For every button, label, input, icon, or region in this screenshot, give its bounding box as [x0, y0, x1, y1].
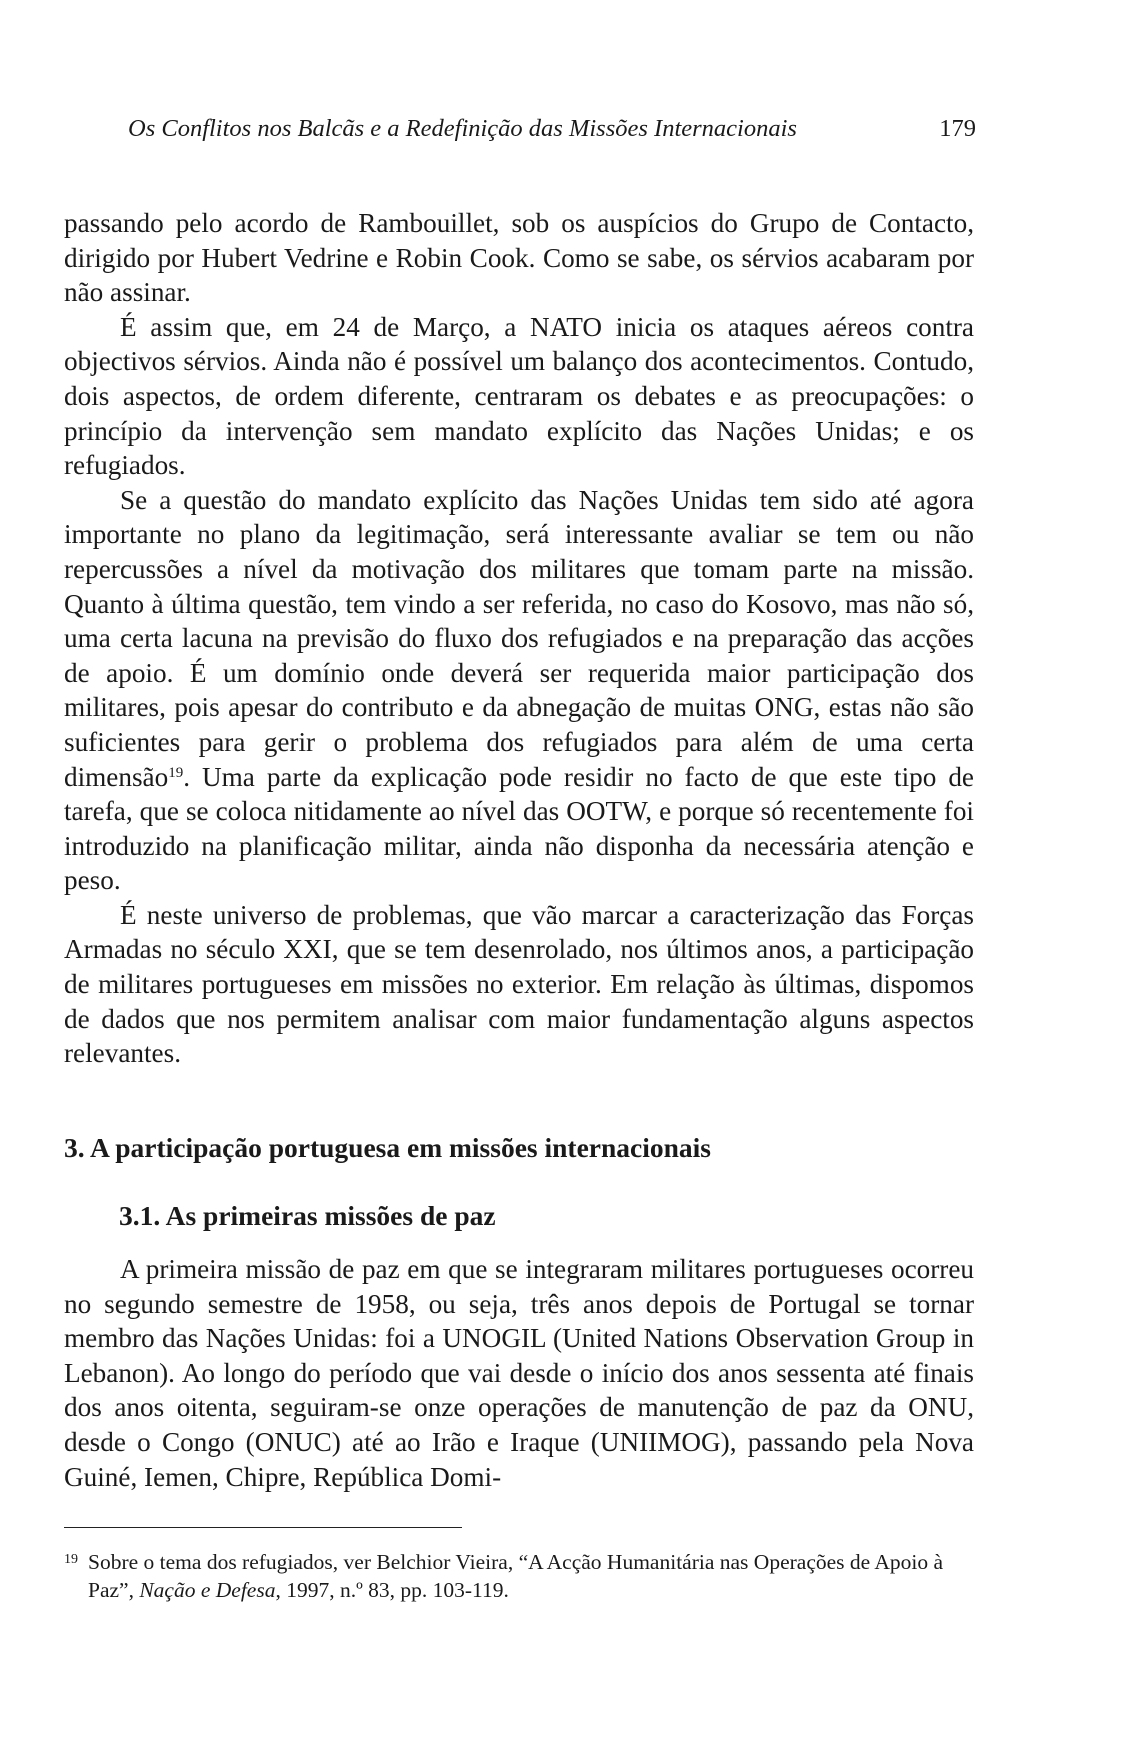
footnote: [64, 1546, 974, 1604]
footnote-number: 19: [64, 1552, 78, 1567]
paragraph: [64, 483, 974, 898]
footnote-journal-title: Nação e Defesa: [139, 1577, 276, 1602]
page-number: 179: [939, 115, 976, 142]
section-body-text: [64, 1252, 974, 1494]
section-heading: 3. A participação portuguesa em missões internacionais: [64, 1132, 712, 1163]
paragraph: passando pelo acordo de Rambouillet, sob os auspícios do Grupo de Contacto, dirigido por Hubert Vedrine e Robin Cook. Como se sabe, os sérvios acabaram por não assinar.: [64, 208, 974, 308]
subsection-heading: 3.1. As primeiras missões de paz: [119, 1200, 496, 1231]
body-text: [64, 206, 974, 1071]
paragraph: A primeira missão de paz em que se integraram militares portugueses ocorreu no segundo semestre de 1958, ou seja, três anos depois de Portugal se tornar membro das Nações Unidas: foi a UNOGIL (United Nations Observation Group in Lebanon). Ao longo do período que vai desde o início dos anos sessenta até finais dos anos oitenta, seguiram-se onze operações de manutenção de paz da ONU, desde o Congo (ONUC) até ao Irão e Iraque (UNIIMOG), passando pela Nova Guiné, Iemen, Chipre, República Domi-: [64, 1254, 974, 1492]
footnote-reference[interactable]: 19: [168, 764, 184, 781]
running-header: [128, 112, 976, 146]
footnote-text: Sobre o tema dos refugiados, ver Belchior Vieira, “A Acção Humanitária nas Operações de Apoio à Paz”,: [88, 1550, 944, 1602]
paragraph: É neste universo de problemas, que vão marcar a caracterização das Forças Armadas no século XXI, que se tem desenrolado, nos últimos anos, a participação de militares portugueses em missões no exterior. Em relação às últimas, dispomos de dados que nos permitem analisar com maior fundamentação alguns aspectos relevantes.: [64, 899, 974, 1069]
footnote-divider: [64, 1527, 462, 1528]
running-title: Os Conflitos nos Balcãs e a Redefinição das Missões Internacionais: [128, 115, 797, 142]
footnote-body: [64, 1546, 974, 1604]
footnote-text: , 1997, n.º 83, pp. 103-119.: [275, 1577, 509, 1602]
paragraph: É assim que, em 24 de Março, a NATO inicia os ataques aéreos contra objectivos sérvios. Ainda não é possível um balanço dos acontecimentos. Contudo, dois aspectos, de ordem diferente, centraram os debates e as preocupações: o princípio da intervenção sem mandato explícito das Nações Unidas; e os refugiados.: [64, 311, 974, 481]
paragraph-text: . Uma parte da explicação pode residir no facto de que este tipo de tarefa, que se coloca nitidamente ao nível das OOTW, e porque só recentemente foi introduzido na planificação militar, ainda não disponha da necessária atenção e peso.: [64, 761, 974, 896]
paragraph-text: Se a questão do mandato explícito das Nações Unidas tem sido até agora importante no plano da legitimação, será interessante avaliar se tem ou não repercussões a nível da motivação dos militares que tomam parte na missão. Quanto à última questão, tem vindo a ser referida, no caso do Kosovo, mas não só, uma certa lacuna na previsão do fluxo dos refugiados e na preparação das acções de apoio. É um domínio onde deverá ser requerida maior participação dos militares, pois apesar do contributo e da abnegação de muitas ONG, estas não são suficientes para gerir o problema dos refugiados para além de uma certa dimensão: [64, 484, 974, 792]
